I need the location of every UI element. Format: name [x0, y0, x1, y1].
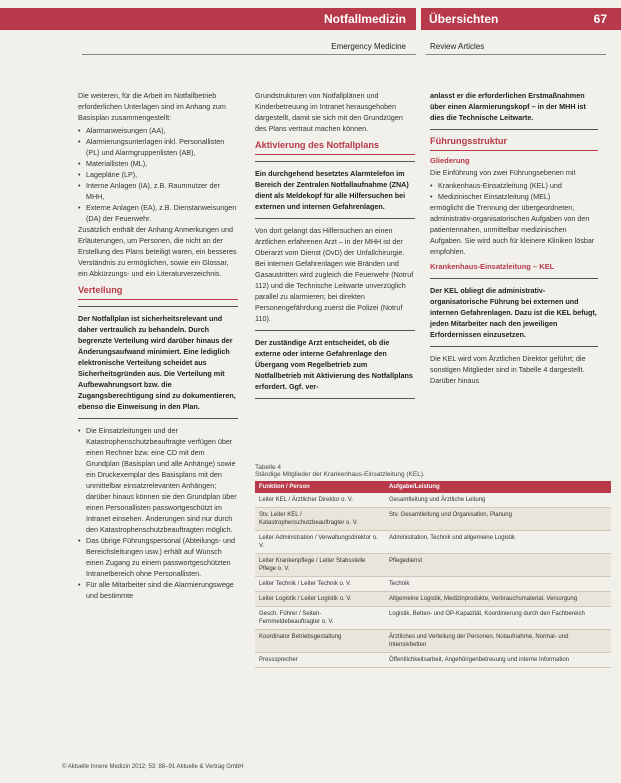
col3-intro: Die Einführung von zwei Führungsebenen mit: [430, 168, 576, 177]
table-cell: Öffentlichkeitsarbeit, Angehörigenbetreuung und interne Information: [385, 653, 611, 668]
table-4: [255, 464, 620, 668]
col3-para: ermöglicht die Trennung der übergeordneten, administrativ-organisatorischen Aufgaben von den patientennahen, unmittelbar medizinischen Aufgaben. Sie wird auch für kleinere Kliniken lösbar empfohlen.: [430, 203, 595, 256]
table-row: [255, 592, 611, 607]
table-cell: Leiter Administration / Verwaltungsdirektor o. V.: [255, 531, 385, 554]
list-item: • Materiallisten (ML),: [78, 158, 238, 169]
table-row: [255, 531, 611, 554]
table-cell: Allgemeine Logistik, Medizinprodukte, Verbrauchsmaterial, Versorgung: [385, 592, 611, 607]
fuehrungsstruktur-heading: Führungsstruktur: [430, 136, 598, 151]
table-cell: Leiter Logistik / Leiter Logistik o. V.: [255, 592, 385, 607]
table-header-cell: Funktion / Person: [255, 481, 385, 493]
alarmtelefon-box: Ein durchgehend besetztes Alarmtelefon im Bereich der Zentralen Notfallaufnahme (ZNA) dient als Meldekopf für alle Hilfersuchen bei externen und internen Gefahrenlagen.: [255, 161, 415, 219]
table-row: [255, 653, 611, 668]
table-cell: Presssprecher: [255, 653, 385, 668]
table-header-cell: Aufgabe/Leistung: [385, 481, 611, 493]
list-item: • Medizinischer Einsatzleitung (MEL): [430, 191, 598, 202]
table-cell: Ärztliches und Verteilung der Personen, Notaufnahme, Normal- und Intensivbetten: [385, 630, 611, 653]
table-row: [255, 577, 611, 592]
verteilung-heading: Verteilung: [78, 285, 238, 300]
table-cell: Gesamtleitung und Ärztliche Leitung: [385, 493, 611, 508]
table-cell: Leiter KEL / Ärztlicher Direktor o. V.: [255, 493, 385, 508]
column-1: [78, 90, 238, 601]
kel-subheading: Krankenhaus-Einsatzleitung – KEL: [430, 262, 555, 271]
list-item: • Externe Anlagen (EA), z.B. Dienstanweisungen (DA) der Feuerwehr.: [78, 202, 238, 224]
table-cell: Koordinator Betriebsgestaltung: [255, 630, 385, 653]
table-cell: Leiter Krankenpflege / Leiter Stabsstelle Pflege o. V.: [255, 554, 385, 577]
erstmassnahmen-box: anlasst er die erforderlichen Erstmaßnahmen über einen Alarmierungskopf – in der MHH ist dies die Technische Leitwarte.: [430, 90, 598, 130]
list-item: • Interne Anlagen (IA), z.B. Raumnutzer der MHH,: [78, 180, 238, 202]
list-item: • Das übrige Führungspersonal (Abteilungs- und Bereichsleitungen usw.) erhält auf Wunsch einen Zugang zu einem passwortgeschützten Intranetbereich ohne Personallisten.: [78, 535, 238, 579]
table-row: [255, 607, 611, 630]
column-3: [430, 90, 598, 388]
list-item: • Lagepläne (LP),: [78, 169, 238, 180]
col1-intro: Die weiteren, für die Arbeit im Notfallbetrieb erforderlichen Unterlagen sind im Anhang zum Basisplan zusammengestellt:: [78, 91, 226, 122]
list-item: • Krankenhaus-Einsatzleitung (KEL) und: [430, 180, 598, 191]
header-right-title: Übersichten: [429, 12, 499, 26]
header-right-bar: [421, 8, 621, 30]
table-row: [255, 493, 611, 508]
table-row: [255, 554, 611, 577]
header-right-subtitle: Review Articles: [430, 42, 485, 51]
table-header-row: [255, 481, 611, 493]
header-left-subtitle: Emergency Medicine: [331, 42, 406, 51]
verteilung-box: Der Notfallplan ist sicherheitsrelevant und daher vertraulich zu behandeln. Durch begrenzte Verteilung wird darüber hinaus der Änderungsaufwand minimiert. Eine lediglich elektronische Verteilung scheidet aus Sicherheitsgründen aus. Die Verteilung mit Aufbewahrungsort bzw. die Zugangsberechtigung sind zu dokumentieren, ebenso die Einweisung in den Plan.: [78, 306, 238, 419]
col3-para2: Die KEL wird vom Ärztlichen Direktor geführt; die sonstigen Mitglieder sind in Tabelle 4 dargestellt. Darüber hinaus: [430, 354, 586, 385]
table-subtitle: Ständige Mitglieder der Krankenhaus-Einsatzleitung (KEL).: [255, 471, 425, 478]
col1-list-2: [78, 425, 238, 601]
table-row: [255, 508, 611, 531]
table-cell: Administration, Technik und allgemeine Logistik: [385, 531, 611, 554]
page-number: 67: [593, 12, 607, 26]
page-footer: © Aktuelle Innere Medizin 2012; 53: 88–91 Aktuelle & Vertrag GmbH: [62, 764, 244, 770]
kel-table: [255, 481, 611, 668]
table-cell: Logistik, Betten- und OP-Kapazität, Koordinierung durch den Fachbereich: [385, 607, 611, 630]
header-left-title: Notfallmedizin: [0, 8, 416, 30]
table-cell: Leiter Technik / Leiter Technik o. V.: [255, 577, 385, 592]
table-cell: Technik: [385, 577, 611, 592]
list-item: • Alarmierungsunterlagen inkl. Personallisten (PL) und Alarmgruppenlisten (AB),: [78, 136, 238, 158]
table-cell: Stv. Leiter KEL / Katastrophenschutzbeauftragter o. V.: [255, 508, 385, 531]
header-rule-left: [82, 54, 416, 55]
table-cell: Gesch. Führer / Seiten-Fernmeldebeauftragter o. V.: [255, 607, 385, 630]
gliederung-subheading: Gliederung: [430, 156, 470, 165]
col2-para: Von dort gelangt das Hilfersuchen an einen ärztlichen erfahrenen Arzt – in der MHH ist der Oberarzt vom Dienst (OvD) der Unfallchirurgie. Bei internen Gefahrenlagen wie Bränden und Gasaustritten wird zugleich die Feuerwehr (Notruf 112) und die Technische Leitwarte unverzüglich parallel zu alarmieren; bei direkten Personengefährdung zuerst die Polizei (Notruf 110).: [255, 226, 414, 323]
col3-list: [430, 180, 598, 202]
list-item: • Die Einsatzleitungen und der Katastrophenschutzbeauftragte verfügen über einen Rechner bzw. eine CD mit dem Grundplan (Basisplan und alle Anhänge) sowie ein Druckexemplar des Basisplans mit den unmittelbar einsatzrelevanten Anhängen; darüber hinaus können sie den Grundplan über einen Personallisten passwortgeschützt im Intranet einsehen. Änderungen sind nur durch den Katastrophenschutzbeauftragten möglich.: [78, 425, 238, 535]
col2-intro: Grundstrukturen von Notfallplänen und Kinderbetreuung im Intranet herausgehoben dargestellt, damit sie sich mit den Grundzügen des Plans vertraut machen können.: [255, 91, 403, 133]
aktivierung-heading: Aktivierung des Notfallplans: [255, 140, 415, 155]
list-item: • Für alle Mitarbeiter sind die Alarmierungswege und bestimmte: [78, 579, 238, 601]
col1-after: Zusätzlich enthält der Anhang Anmerkungen und Erläuterungen, um Personen, die nicht an der Erstellung des Plans beteiligt waren, ein besseres Verständnis zu ermöglichen, sowie ein Glossar, ein Abkürzungs- und ein Literaturverzeichnis.: [78, 225, 237, 278]
table-row: [255, 630, 611, 653]
table-cell: Pflegedienst: [385, 554, 611, 577]
list-item: • Alarmanweisungen (AA),: [78, 125, 238, 136]
kel-box: Der KEL obliegt die administrativ-organisatorische Führung bei externen und internen Gefahrenlagen. Dazu ist die KEL befugt, jeden Mitarbeiter nach den jeweiligen Erfordernissen einzusetzen.: [430, 278, 598, 347]
header-rule-right: [426, 54, 606, 55]
col1-list: [78, 125, 238, 224]
column-2: [255, 90, 415, 405]
table-title: Tabelle 4: [255, 464, 282, 471]
table-cell: Stv. Gesamtleitung und Organisation, Planung: [385, 508, 611, 531]
arzt-entscheidet-box: Der zuständige Arzt entscheidet, ob die externe oder interne Gefahrenlage den Übergang vom Regelbetrieb zum Notfallbetrieb mit Aktivierung des Notfallplans erfordert. Ggf. ver-: [255, 330, 415, 399]
